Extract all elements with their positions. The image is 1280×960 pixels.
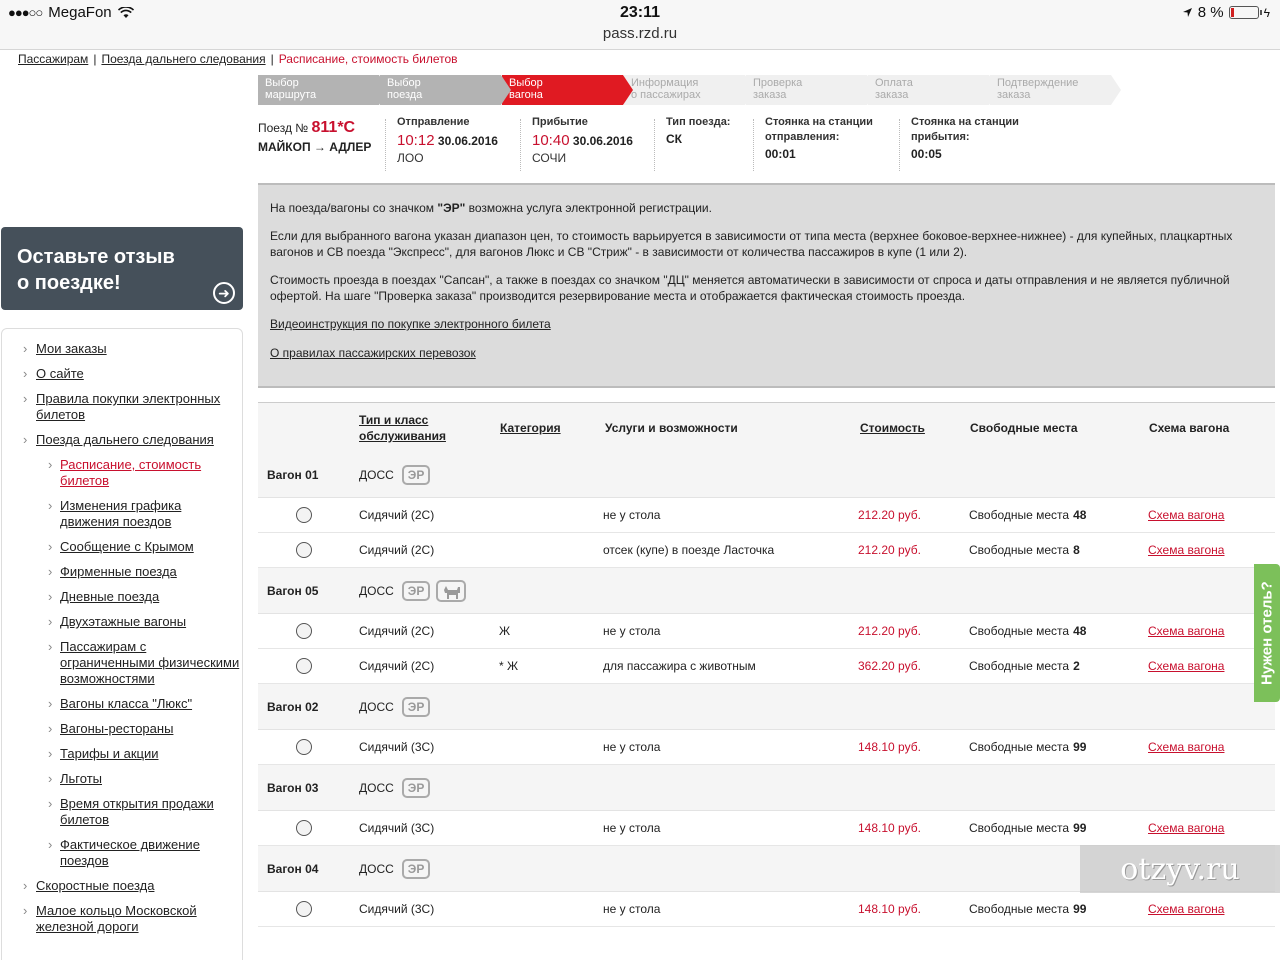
divider — [753, 119, 754, 171]
step-1[interactable] — [258, 75, 379, 105]
sidebar-link[interactable]: Скоростные поезда — [36, 878, 155, 893]
free-seats — [969, 533, 1080, 567]
er-badge-icon: ЭР — [402, 697, 431, 717]
sidebar-item — [24, 432, 242, 448]
breadcrumb: Пассажирам | Поезда дальнего следования | Расписание, стоимость билетов — [18, 52, 458, 66]
free-seats — [969, 614, 1086, 648]
sidebar-link[interactable]: Льготы — [60, 771, 103, 786]
sidebar-item — [24, 746, 242, 762]
sidebar-link[interactable]: Мои заказы — [36, 341, 107, 356]
seat-price: 362.20 руб. — [858, 659, 921, 673]
col-price[interactable]: Стоимость — [860, 421, 925, 435]
battery-percent: 8 % — [1197, 4, 1224, 21]
seat-select-radio[interactable] — [296, 892, 312, 926]
radio-button[interactable] — [296, 507, 312, 523]
wagon-scheme-link[interactable]: Схема вагона — [1148, 902, 1225, 916]
radio-button[interactable] — [296, 623, 312, 639]
sidebar-item — [24, 837, 242, 869]
step-label: вагона — [509, 89, 543, 101]
wagon-row — [258, 452, 1275, 498]
sidebar-link[interactable]: Дневные поезда — [60, 589, 160, 604]
free-seats-label: Свободные места — [969, 902, 1070, 916]
col-type-class[interactable]: Тип и класс обслуживания — [359, 413, 446, 443]
sidebar-item — [24, 696, 242, 712]
sidebar-item — [24, 366, 242, 382]
departure-label: Отправление — [397, 116, 470, 128]
wagon-scheme-link[interactable]: Схема вагона — [1148, 624, 1225, 638]
free-seats — [969, 498, 1086, 532]
sidebar-item — [24, 564, 242, 580]
wagon-scheme-link[interactable]: Схема вагона — [1148, 821, 1225, 835]
sidebar-item — [24, 878, 242, 894]
pet-allowed-icon — [436, 580, 466, 602]
sidebar-item — [24, 796, 242, 828]
wagon-name: Вагон 03 — [267, 780, 319, 795]
train-route: МАЙКОП → АДЛЕР — [258, 140, 372, 154]
location-arrow-icon — [1182, 7, 1193, 18]
seat-select-radio[interactable] — [296, 811, 312, 845]
info-dynamic-price-note: Стоимость проезда в поездах "Сапсан", а также в поездах со значком "ДЦ" меняется автоматически в зависимости от спроса и даты отправления и не является публичной офертой. На шаге "Проверка заказа" производится резервирование места и отображается фактическая стоимость проезда. — [270, 273, 1230, 303]
free-seats-label: Свободные места — [969, 740, 1070, 754]
scheme-cell — [1148, 533, 1224, 567]
departure-date: 30.06.2016 — [437, 134, 498, 148]
seat-category: * Ж — [499, 659, 519, 673]
seat-service: не у стола — [603, 740, 661, 754]
seat-select-radio[interactable] — [296, 649, 312, 683]
seat-select-radio[interactable] — [296, 498, 312, 532]
col-services: Услуги и возможности — [605, 421, 738, 435]
sidebar-item — [24, 589, 242, 605]
divider — [899, 119, 900, 171]
wagon-carrier — [359, 684, 430, 729]
watermark: otzyv.ru — [1080, 845, 1280, 893]
scheme-cell — [1148, 649, 1224, 683]
sidebar-item — [24, 903, 242, 935]
carrier-label: ДОСС — [359, 699, 394, 714]
sidebar-link[interactable]: Поезда дальнего следования — [36, 432, 214, 447]
seat-type: Сидячий (3С) — [359, 902, 435, 916]
departure-block — [397, 115, 498, 165]
table-row — [258, 649, 1275, 684]
free-seats-label: Свободные места — [969, 624, 1070, 638]
train-type: СК — [666, 132, 682, 146]
seat-type: Сидячий (2С) — [359, 624, 435, 638]
sidebar-link[interactable]: Расписание, стоимость билетов — [60, 457, 202, 488]
free-seats-count: 8 — [1073, 543, 1080, 557]
wagon-carrier — [359, 765, 430, 810]
wagon-carrier — [359, 452, 430, 497]
info-er-note: На поезда/вагоны со значком "ЭР" возможна услуга электронной регистрации. — [270, 201, 712, 215]
table-row — [258, 614, 1275, 649]
step-label: Оплата — [875, 77, 913, 89]
sidebar-link[interactable]: Фирменные поезда — [60, 564, 177, 579]
step-label: заказа — [997, 89, 1031, 101]
sidebar-link[interactable]: Пассажирам с ограниченными физическими возможностями — [60, 639, 240, 686]
table-row — [258, 498, 1275, 533]
radio-button[interactable] — [296, 820, 312, 836]
seat-service: отсек (купе) в поезде Ласточка — [603, 543, 775, 557]
seat-type: Сидячий (2С) — [359, 508, 435, 522]
feedback-banner[interactable] — [1, 227, 243, 310]
seat-type: Сидячий (3С) — [359, 821, 435, 835]
free-seats-label: Свободные места — [969, 659, 1070, 673]
sidebar-item — [24, 391, 242, 423]
scheme-cell — [1148, 614, 1224, 648]
carrier-label: ДОСС — [359, 861, 394, 876]
free-seats — [969, 730, 1086, 764]
banner-line-1: Оставьте отзыв — [17, 246, 175, 268]
breadcrumb-current: Расписание, стоимость билетов — [278, 52, 458, 66]
arrival-station: СОЧИ — [532, 151, 567, 165]
sidebar-menu — [1, 328, 243, 960]
seat-price: 212.20 руб. — [858, 624, 921, 638]
info-box — [258, 183, 1275, 388]
seat-price: 212.20 руб. — [858, 508, 921, 522]
train-type-block — [666, 115, 730, 146]
sidebar-item — [24, 539, 242, 555]
train-number-label: Поезд № — [258, 121, 309, 135]
step-3 — [502, 75, 623, 105]
arrival-time: 10:40 — [532, 132, 570, 149]
seat-price: 148.10 руб. — [858, 740, 921, 754]
arrival-label: Прибытие — [532, 116, 588, 128]
info-price-range-note: Если для выбранного вагона указан диапазон цен, то стоимость варьируется в зависимости от типа места (верхнее боковое-верхнее-нижнее) - для купейных, плацкартных вагонов и СВ поезда "Экспресс", для вагонов Люкс и СВ "Стриж" - в зависимости от количества пассажиров в купе (1 или 2). — [270, 229, 1233, 259]
sidebar-item — [24, 341, 242, 357]
col-scheme: Схема вагона — [1149, 421, 1230, 435]
col-free-seats: Свободные места — [970, 421, 1078, 435]
step-label: поезда — [387, 89, 423, 101]
seat-service: для пассажира с животным — [603, 659, 756, 673]
sidebar-item — [24, 639, 242, 687]
seat-type: Сидячий (3С) — [359, 740, 435, 754]
seat-type: Сидячий (2С) — [359, 659, 435, 673]
step-label: Выбор — [387, 77, 421, 89]
radio-button[interactable] — [296, 739, 312, 755]
wagon-name: Вагон 02 — [267, 699, 319, 714]
signal-icon: ●●●○○ — [8, 5, 43, 20]
banner-line-2: о поездке! — [17, 272, 121, 294]
booking-steps — [258, 75, 1112, 105]
breadcrumb-passengers[interactable]: Пассажирам — [18, 52, 89, 66]
arrival-stop-label-2: прибытия: — [911, 131, 970, 143]
free-seats-label: Свободные места — [969, 543, 1070, 557]
sidebar-link[interactable]: Вагоны класса "Люкс" — [60, 696, 193, 711]
seat-price: 148.10 руб. — [858, 902, 921, 916]
step-label: маршрута — [265, 89, 317, 101]
step-6 — [868, 75, 989, 105]
wagon-scheme-link[interactable]: Схема вагона — [1148, 508, 1225, 522]
wagon-name: Вагон 05 — [267, 583, 319, 598]
battery-icon — [1229, 6, 1259, 19]
divider — [385, 119, 386, 171]
breadcrumb-long-distance[interactable]: Поезда дальнего следования — [101, 52, 266, 66]
er-badge-icon: ЭР — [402, 465, 431, 485]
clock: 23:11 — [619, 4, 661, 21]
seat-select-radio[interactable] — [296, 614, 312, 648]
wagon-name: Вагон 04 — [267, 861, 319, 876]
divider — [654, 119, 655, 171]
er-badge-icon: ЭР — [402, 859, 431, 879]
free-seats — [969, 811, 1086, 845]
step-5 — [746, 75, 867, 105]
train-number: 811*С — [311, 119, 356, 136]
table-header — [258, 402, 1275, 452]
charging-icon: ϟ — [1263, 5, 1270, 20]
table-row — [258, 533, 1275, 568]
free-seats — [969, 892, 1086, 926]
carrier-label: ДОСС — [359, 467, 394, 482]
table-row — [258, 730, 1275, 765]
arrival-block — [532, 115, 633, 165]
scheme-cell — [1148, 811, 1224, 845]
arrival-stop: 00:05 — [911, 147, 942, 161]
sidebar-item — [24, 614, 242, 630]
ios-status-bar — [0, 0, 1280, 50]
free-seats — [969, 649, 1080, 683]
table-row — [258, 811, 1275, 846]
step-label: Подтверждение — [997, 77, 1079, 89]
step-label: Выбор — [265, 77, 299, 89]
scheme-cell — [1148, 498, 1224, 532]
step-4 — [624, 75, 745, 105]
sidebar-link[interactable]: Изменения графика движения поездов — [60, 498, 182, 529]
sidebar-link[interactable]: Вагоны-рестораны — [60, 721, 174, 736]
step-label: заказа — [753, 89, 787, 101]
departure-station: ЛОО — [397, 151, 424, 165]
step-2[interactable] — [380, 75, 501, 105]
departure-stop: 00:01 — [765, 147, 796, 161]
video-instruction-link[interactable]: Видеоинструкция по покупке электронного билета — [270, 317, 551, 331]
radio-button[interactable] — [296, 901, 312, 917]
departure-time: 10:12 — [397, 132, 435, 149]
sidebar-link[interactable]: Малое кольцо Московской железной дороги — [36, 903, 197, 934]
battery-info — [1182, 4, 1270, 21]
seat-select-radio[interactable] — [296, 533, 312, 567]
wagon-scheme-link[interactable]: Схема вагона — [1148, 740, 1225, 754]
carrier-label: ДОСС — [359, 780, 394, 795]
departure-stop-label-2: отправления: — [765, 131, 840, 143]
departure-stop-label: Стоянка на станции — [765, 116, 873, 128]
wagon-scheme-link[interactable]: Схема вагона — [1148, 543, 1225, 557]
free-seats-count: 99 — [1073, 902, 1087, 916]
address-bar-url[interactable]: pass.rzd.ru — [602, 25, 678, 42]
sidebar-item — [24, 498, 242, 530]
free-seats-label: Свободные места — [969, 508, 1070, 522]
er-badge-icon: ЭР — [402, 581, 431, 601]
step-label: Проверка — [753, 77, 803, 89]
sidebar-item — [24, 457, 242, 489]
free-seats-count: 2 — [1073, 659, 1080, 673]
train-info — [258, 115, 1274, 175]
free-seats-label: Свободные места — [969, 821, 1070, 835]
step-label: Выбор — [509, 77, 543, 89]
wagon-carrier — [359, 568, 466, 613]
radio-button[interactable] — [296, 542, 312, 558]
step-label: о пассажирах — [631, 89, 701, 101]
arrival-stop-label: Стоянка на станции — [911, 116, 1019, 128]
departure-stop-block — [765, 115, 873, 161]
sidebar-link[interactable]: Правила покупки электронных билетов — [36, 391, 221, 422]
hotel-offer-tab[interactable]: Нужен отель? — [1254, 564, 1280, 702]
wagon-scheme-link[interactable]: Схема вагона — [1148, 659, 1225, 673]
wagon-row — [258, 684, 1275, 730]
sidebar-link[interactable]: Время открытия продажи билетов — [60, 796, 214, 827]
step-label: Информация — [631, 77, 699, 89]
free-seats-count: 99 — [1073, 740, 1087, 754]
seat-price: 212.20 руб. — [858, 543, 921, 557]
step-label: заказа — [875, 89, 909, 101]
seat-category: Ж — [499, 624, 511, 638]
seat-service: не у стола — [603, 508, 661, 522]
seat-type: Сидячий (2С) — [359, 543, 435, 557]
sidebar-link[interactable]: Фактическое движение поездов — [60, 837, 200, 868]
sidebar-link[interactable]: О сайте — [36, 366, 84, 381]
train-type-label: Тип поезда: — [666, 116, 731, 128]
arrival-date: 30.06.2016 — [572, 134, 633, 148]
free-seats-count: 48 — [1073, 508, 1087, 522]
carrier-name: MegaFon — [48, 4, 112, 21]
seat-service: не у стола — [603, 821, 661, 835]
carrier-label: ДОСС — [359, 583, 394, 598]
seat-service: не у стола — [603, 902, 661, 916]
sidebar-link[interactable]: Тарифы и акции — [60, 746, 159, 761]
radio-button[interactable] — [296, 658, 312, 674]
wagon-row — [258, 568, 1275, 614]
table-row — [258, 892, 1275, 927]
free-seats-count: 99 — [1073, 821, 1087, 835]
divider — [520, 119, 521, 171]
arrival-stop-block — [911, 115, 1019, 161]
wagon-name: Вагон 01 — [267, 467, 319, 482]
sidebar-item — [24, 771, 242, 787]
sidebar-item — [24, 721, 242, 737]
scheme-cell — [1148, 730, 1224, 764]
train-number-block — [258, 119, 371, 154]
transport-rules-link[interactable]: О правилах пассажирских перевозок — [270, 346, 476, 360]
seat-price: 148.10 руб. — [858, 821, 921, 835]
sidebar-link[interactable]: Двухэтажные вагоны — [60, 614, 187, 629]
seat-select-radio[interactable] — [296, 730, 312, 764]
arrow-right-icon: ➜ — [213, 282, 235, 304]
er-badge-icon: ЭР — [402, 778, 431, 798]
wagon-row — [258, 765, 1275, 811]
free-seats-count: 48 — [1073, 624, 1087, 638]
scheme-cell — [1148, 892, 1224, 926]
seat-service: не у стола — [603, 624, 661, 638]
sidebar-link[interactable]: Сообщение с Крымом — [60, 539, 194, 554]
col-category[interactable]: Категория — [500, 421, 561, 435]
step-7 — [990, 75, 1111, 105]
wagon-carrier — [359, 846, 430, 891]
